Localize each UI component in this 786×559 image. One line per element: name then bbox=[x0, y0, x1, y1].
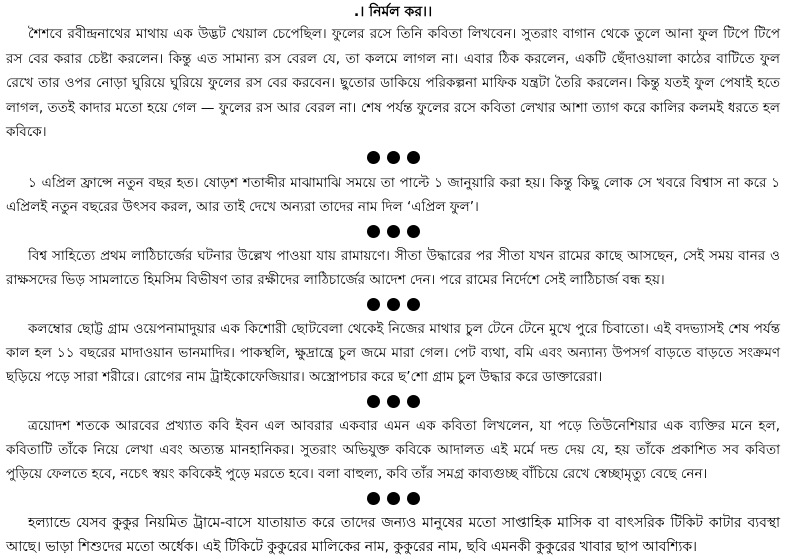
bullet-dot-icon bbox=[387, 298, 400, 311]
bullet-dot-icon bbox=[387, 395, 400, 408]
bullet-dot-icon bbox=[367, 298, 380, 311]
article-title: .। নির্মল কর।। bbox=[353, 4, 433, 20]
bullet-dot-icon bbox=[407, 298, 420, 311]
bullet-dot-icon bbox=[387, 151, 400, 164]
separator-dots bbox=[6, 221, 780, 243]
bullet-dot-icon bbox=[407, 151, 420, 164]
bullet-dot-icon bbox=[387, 225, 400, 238]
bullet-dot-icon bbox=[367, 395, 380, 408]
bullet-dot-icon bbox=[367, 492, 380, 505]
bullet-dot-icon bbox=[387, 492, 400, 505]
paragraph-holland-dog-ticket: হল্যান্ডে যেসব কুকুর নিয়মিত ট্রামে-বাসে যাতায়াত করে তাদের জন্যও মানুষের মতো সাপ্তাহিক মাসিক বা বাৎসরিক টিকিট কাটার ব্যবস্থা আছে। ভাড়া শিশুদের মতো অর্ধেক। এই টিকিটে কুকুরের মালিকের নাম, কুকুরের নাম, ছবি এমনকী কুকুরের খাবার ছাপ আবশ্যিক। bbox=[6, 514, 780, 555]
separator-dots bbox=[6, 147, 780, 169]
separator-dots bbox=[6, 391, 780, 413]
paragraph-ramayana-lathicharge: বিশ্ব সাহিত্যে প্রথম লাঠিচার্জের ঘটনার উল্লেখ পাওয়া যায় রামায়ণে। সীতা উদ্ধারের পর সীতা যখন রামের কাছে আসছেন, সেই সময় বানর ও রাক্ষসদের ভিড় সামলাতে হিমসিম বিভীষণ তার রক্ষীদের লাঠিচার্জের আদেশ দেন। পরে রামের নির্দেশে সেই লাঠিচার্জ বন্ধ হয়। bbox=[6, 247, 780, 288]
separator-dots bbox=[6, 488, 780, 510]
bullet-dot-icon bbox=[407, 492, 420, 505]
separator-dots bbox=[6, 294, 780, 316]
bullet-dot-icon bbox=[407, 395, 420, 408]
bullet-dot-icon bbox=[407, 225, 420, 238]
paragraph-arab-poet: ত্রয়োদশ শতকে আরবের প্রখ্যাত কবি ইবন এল আবরার একবার এমন এক কবিতা লিখলেন, যা পড়ে তিউনেশিয়ার এক ব্যক্তির মনে হল, কবিতাটি তাঁকে নিয়ে লেখা এবং অত্যন্ত মানহানিকর। সুতরাং অভিযুক্ত কবিকে আদালত এই মর্মে দন্ড দেয় যে, হয় তাঁকে প্রকাশিত সব কবিতা পুড়িয়ে ফেলতে হবে, নচেৎ স্বয়ং কবিকেই পুড়ে মরতে হবে। বলা বাহুল্য, কবি তাঁর সমগ্র কাব্যগুচ্ছ বাঁচিয়ে রেখে স্বেচ্ছামৃত্যু বেছে নেন। bbox=[6, 417, 780, 482]
bullet-dot-icon bbox=[367, 151, 380, 164]
paragraph-trichophagia: কলম্বোর ছোট্ট গ্রাম ওয়েপনামাদুয়ার এক কিশোরী ছোটবেলা থেকেই নিজের মাথার চুল টেনে টেনে মুখে পুরে চিবাতো। এই বদভ্যাসই শেষ পর্যন্ত কাল হল ১১ বছরের মাদাওয়ান ভানমাদির। পাকস্থলি, ক্ষুদ্রান্ত্রে চুল জমে মারা গেল। পেট ব্যথা, বমি এবং অন্যান্য উপসর্গ বাড়তে বাড়তে সংক্রমণ ছড়িয়ে পড়ে সারা শরীরে। রোগের নাম ট্রাইকোফেজিয়ার। অস্ত্রোপচার করে ছ’শো গ্রাম চুল উদ্ধার করে ডাক্তারেরা। bbox=[6, 320, 780, 385]
paragraph-april-fool: ১ এপ্রিল ফ্রান্সে নতুন বছর হত। ষোড়শ শতাব্দীর মাঝামাঝি সময়ে তা পাল্টে ১ জানুয়ারি করা হয়। কিন্তু কিছু লোক সে খবরে বিশ্বাস না করে ১ এপ্রিলই নতুন বছরের উৎসব করল, আর তাই দেখে অন্যরা তাদের নাম দিল ‘এপ্রিল ফুল’। bbox=[6, 174, 780, 215]
paragraph-tagore-flower-ink: শৈশবে রবীন্দ্রনাথের মাথায় এক উদ্ভট খেয়াল চেপেছিল। ফুলের রসে তিনি কবিতা লিখবেন। সুতরাং বাগান থেকে তুলে আনা ফুল টিপে টিপে রস বের করার চেষ্টা করলেন। কিন্তু এত সামান্য রস বেরল যে, তা কলমে লাগল না। এবার ঠিক করলেন, একটি ছেঁদাওয়ালা কাঠের বাটিতে ফুল রেখে তার ওপর নোড়া ঘুরিয়ে ঘুরিয়ে ফুলের রস বের করবেন। ছুতোর ডাকিয়ে পরিকল্পনা মাফিক যন্ত্রটা তৈরি করলেন। কিন্তু যতই ফুল পেষাই হতে লাগল, ততই কাদার মতো হয়ে গেল — ফুলের রস আর বেরল না। শেষ পর্যন্ত ফুলের রসে কবিতা লেখার আশা ত্যাগ করে কালির কলমই ধরতে হল কবিকে। bbox=[6, 26, 780, 140]
bullet-dot-icon bbox=[367, 225, 380, 238]
